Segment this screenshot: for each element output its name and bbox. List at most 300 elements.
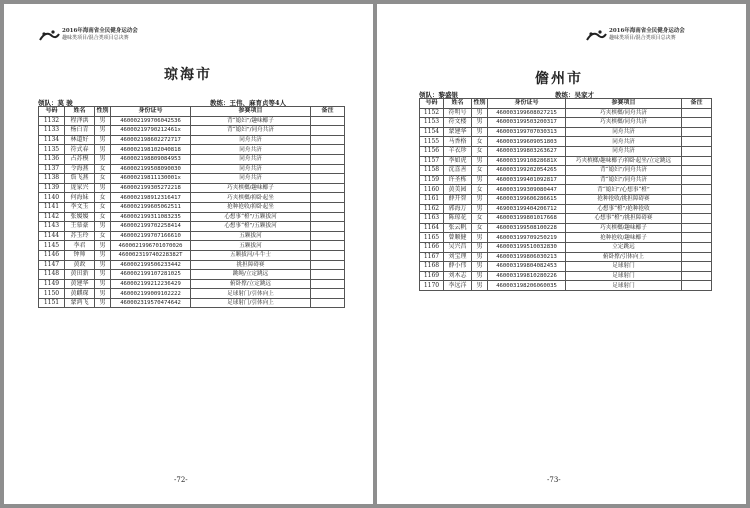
col-header: 号码 (39, 107, 65, 117)
athlete-note (682, 271, 712, 281)
athlete-events: 巧夹槟榔/同舟共济 (566, 118, 682, 128)
athlete-id: 460003199801017668 (488, 214, 566, 224)
athlete-note (682, 214, 712, 224)
table-row (420, 118, 712, 128)
athlete-gender: 女 (95, 193, 111, 203)
table-row (420, 127, 712, 137)
table-row (39, 289, 345, 299)
table-row (39, 270, 345, 280)
col-header: 身份证号 (488, 99, 566, 109)
athlete-id: 460003199709250219 (488, 233, 566, 243)
athlete-note (682, 252, 712, 262)
athlete-number: 1150 (39, 289, 65, 299)
athlete-id: 460003199609051803 (488, 137, 566, 147)
athlete-gender: 男 (472, 194, 488, 204)
col-header: 备注 (682, 99, 712, 109)
athlete-note (311, 183, 345, 193)
athlete-number: 1162 (420, 204, 444, 214)
table-row (39, 279, 345, 289)
table-row (39, 202, 345, 212)
athlete-id: 460002199506233442 (111, 260, 191, 270)
athlete-note (682, 146, 712, 156)
athlete-name: 杨白青 (65, 126, 95, 136)
athlete-name: 程泽洪 (65, 116, 95, 126)
table-row (39, 174, 345, 184)
athlete-number: 1151 (39, 298, 65, 308)
athlete-id: 460002198602272717 (111, 135, 191, 145)
athlete-number: 1153 (420, 118, 444, 128)
athlete-gender: 女 (472, 137, 488, 147)
athlete-name: 符文楼 (444, 118, 472, 128)
athlete-id: 460002199508090030 (111, 164, 191, 174)
page-number: -73- (547, 476, 561, 484)
athlete-events: 跳绳/立定跳远 (191, 270, 311, 280)
athlete-events: 足球射门/引体向上 (191, 289, 311, 299)
athlete-id: 460003198206060035 (488, 281, 566, 291)
athlete-name: 吴兴昌 (444, 242, 472, 252)
athlete-events: 同舟共济 (191, 174, 311, 184)
athlete-name: 羊衣珍 (444, 146, 472, 156)
athlete-events: 挑担障碍赛 (191, 260, 311, 270)
roster-table (419, 98, 712, 291)
athlete-name: 马香格 (444, 137, 472, 147)
athlete-id: 460003199508100228 (488, 223, 566, 233)
athlete-gender: 女 (95, 212, 111, 222)
col-header: 身份证号 (111, 107, 191, 117)
athlete-gender: 男 (95, 241, 111, 251)
athlete-gender: 男 (95, 126, 111, 136)
athlete-events: 同舟共济 (566, 137, 682, 147)
athlete-number: 1137 (39, 164, 65, 174)
table-row (39, 222, 345, 232)
athlete-name: 蒙鸿飞 (65, 298, 95, 308)
athlete-number: 1138 (39, 174, 65, 184)
athlete-gender: 男 (95, 154, 111, 164)
athlete-name: 詹飞燕 (65, 174, 95, 184)
athlete-note (311, 231, 345, 241)
athlete-id: 46000219790212461x (111, 126, 191, 136)
athlete-note (682, 156, 712, 166)
table-row (39, 212, 345, 222)
athlete-gender: 男 (95, 145, 111, 155)
coach-names: 吴家才 (574, 91, 594, 99)
athlete-events: 俯卧撑/引体向上 (566, 252, 682, 262)
table-row (39, 164, 345, 174)
athlete-number: 1168 (420, 262, 444, 272)
athlete-gender: 女 (472, 223, 488, 233)
athlete-events: 心想事“橙”/挑担障碍赛 (566, 214, 682, 224)
athlete-note (311, 164, 345, 174)
athlete-name: 王慕豪 (65, 222, 95, 232)
col-header: 姓名 (444, 99, 472, 109)
athlete-name: 张云帆 (444, 223, 472, 233)
table-row (420, 204, 712, 214)
athlete-events: 同舟共济 (191, 145, 311, 155)
athlete-note (311, 126, 345, 136)
athlete-note (682, 194, 712, 204)
header-subtitle: 趣味类项目/混合类项目总决赛 (609, 35, 676, 41)
athlete-events: 巧夹槟榔/趣味椰子 (191, 183, 311, 193)
header-title: 2016年海南省全民健身运动会 (609, 28, 685, 34)
athlete-note (682, 281, 712, 291)
athlete-number: 1155 (420, 137, 444, 147)
athlete-name: 郭海万 (444, 204, 472, 214)
table-row (39, 298, 345, 308)
athlete-id: 460002319570474642 (111, 298, 191, 308)
athlete-id: 460003199608027215 (488, 108, 566, 118)
games-logo-icon (585, 28, 607, 44)
athlete-note (311, 260, 345, 270)
table-row (39, 241, 345, 251)
table-row (420, 194, 712, 204)
athlete-name: 黄麒琛 (65, 289, 95, 299)
athlete-gender: 男 (95, 222, 111, 232)
athlete-id: 460003199510032830 (488, 242, 566, 252)
athlete-id: 460002199706042536 (111, 116, 191, 126)
athlete-name: 李远洋 (444, 281, 472, 291)
athlete-gender: 男 (95, 250, 111, 260)
athlete-gender: 女 (95, 231, 111, 241)
athlete-events: 抢种抢收/趣味椰子 (566, 233, 682, 243)
athlete-number: 1136 (39, 154, 65, 164)
athlete-name: 何海妹 (65, 193, 95, 203)
athlete-events: 抢种抢收/抑卧起坐 (191, 202, 311, 212)
athlete-note (682, 223, 712, 233)
athlete-number: 1152 (420, 108, 444, 118)
athlete-note (311, 250, 345, 260)
athlete-events: 同舟共济 (566, 146, 682, 156)
table-row (39, 145, 345, 155)
athlete-name: 曾顺健 (444, 233, 472, 243)
table-row (420, 156, 712, 166)
athlete-events: 心想事“橙”/抢种抢收 (566, 204, 682, 214)
athlete-number: 1165 (420, 233, 444, 243)
athlete-number: 1167 (420, 252, 444, 262)
athlete-id: 460002199605062511 (111, 202, 191, 212)
athlete-events: 背“媳妇”/同舟共济 (566, 166, 682, 176)
athlete-number: 1160 (420, 185, 444, 195)
athlete-number: 1156 (420, 146, 444, 156)
athlete-name: 黄政 (65, 260, 95, 270)
col-header: 参赛项目 (566, 99, 682, 109)
header-subtitle: 趣味类项目/混合类项目总决赛 (62, 35, 129, 41)
athlete-name: 黄田新 (65, 270, 95, 280)
header-title: 2016年海南省全民健身运动会 (62, 28, 138, 34)
games-logo-icon (38, 28, 60, 44)
athlete-note (682, 185, 712, 195)
city-title: 儋州市 (535, 71, 583, 87)
table-row (420, 223, 712, 233)
athlete-events: 五颗拔河 (191, 241, 311, 251)
athlete-events: 同舟共济 (191, 164, 311, 174)
athlete-events: 巧夹槟榔/趣味椰子 (566, 223, 682, 233)
athlete-note (682, 118, 712, 128)
athlete-id: 460002199311083235 (111, 212, 191, 222)
athlete-events: 抢种抢收/挑担障碍赛 (566, 194, 682, 204)
athlete-note (311, 279, 345, 289)
table-row (39, 154, 345, 164)
coach-label: 教练： (555, 91, 575, 99)
table-row (39, 116, 345, 126)
athlete-id: 460003199401092817 (488, 175, 566, 185)
athlete-name: 薛小伟 (444, 262, 472, 272)
left-page (4, 4, 373, 504)
table-row (420, 242, 712, 252)
right-page (377, 4, 746, 504)
leader-name: 莫 骏 (57, 99, 73, 107)
athlete-id: 460003199810280226 (488, 271, 566, 281)
table-header-row (420, 99, 712, 109)
table-row (39, 183, 345, 193)
athlete-number: 1159 (420, 175, 444, 185)
athlete-id: 460002199670107002б (111, 241, 191, 251)
athlete-gender: 女 (95, 174, 111, 184)
table-header-row (39, 107, 345, 117)
col-header: 姓名 (65, 107, 95, 117)
athlete-note (682, 127, 712, 137)
athlete-number: 1143 (39, 222, 65, 232)
roster-table (38, 106, 345, 308)
table-row (420, 108, 712, 118)
col-header: 性别 (96, 107, 109, 115)
athlete-note (311, 298, 345, 308)
athlete-gender: 男 (472, 252, 488, 262)
athlete-number: 1154 (420, 127, 444, 137)
table-row (420, 252, 712, 262)
athlete-gender: 男 (472, 242, 488, 252)
table-row (420, 166, 712, 176)
athlete-number: 1149 (39, 279, 65, 289)
coach-label: 教练： (210, 99, 230, 107)
athlete-gender: 男 (95, 183, 111, 193)
athlete-number: 1169 (420, 271, 444, 281)
athlete-name: 蒙建华 (444, 127, 472, 137)
athlete-note (311, 174, 345, 184)
table-row (39, 135, 345, 145)
athlete-id: 460002319740228382Т (111, 250, 191, 260)
table-row (420, 233, 712, 243)
athlete-id: 460002199107281025 (111, 270, 191, 280)
athlete-events: 立定跳远 (566, 242, 682, 252)
athlete-gender: 女 (472, 214, 488, 224)
athlete-events: 同舟共济 (191, 135, 311, 145)
athlete-id: 460002199212236429 (111, 279, 191, 289)
athlete-number: 1135 (39, 145, 65, 155)
athlete-gender: 男 (95, 298, 111, 308)
table-row (420, 214, 712, 224)
athlete-number: 1164 (420, 223, 444, 233)
athlete-name: 钟帅 (65, 250, 95, 260)
athlete-events: 同舟共济 (191, 154, 311, 164)
athlete-gender: 男 (95, 135, 111, 145)
athlete-id: 460003199309080447 (488, 185, 566, 195)
athlete-name: 李君 (65, 241, 95, 251)
athlete-gender: 男 (472, 118, 488, 128)
athlete-note (311, 116, 345, 126)
athlete-number: 1163 (420, 214, 444, 224)
athlete-name: 占苏模 (65, 154, 95, 164)
page-number: -72- (174, 476, 188, 484)
athlete-id: 460003199503200317 (488, 118, 566, 128)
table-row (420, 137, 712, 147)
athlete-events: 心想事“橙”/五颗拔河 (191, 222, 311, 232)
athlete-number: 1134 (39, 135, 65, 145)
athlete-gender: 女 (472, 166, 488, 176)
athlete-gender: 女 (472, 146, 488, 156)
athlete-id: 460003199202054265 (488, 166, 566, 176)
athlete-number: 1147 (39, 260, 65, 270)
athlete-id: 46000219811130001x (111, 174, 191, 184)
col-header: 备注 (311, 107, 345, 117)
athlete-id: 46000319910828681X (488, 156, 566, 166)
table-row (39, 126, 345, 136)
athlete-gender: 男 (472, 233, 488, 243)
table-row (420, 281, 712, 291)
table-row (420, 175, 712, 185)
table-row (420, 271, 712, 281)
athlete-number: 1139 (39, 183, 65, 193)
table-row (39, 250, 345, 260)
athlete-id: 460002198102040818 (111, 145, 191, 155)
city-title: 琼海市 (164, 67, 212, 83)
athlete-events: 背“媳妇”/趣味椰子 (191, 116, 311, 126)
athlete-id: 469003199404206712 (488, 204, 566, 214)
athlete-note (682, 233, 712, 243)
athlete-number: 1140 (39, 193, 65, 203)
athlete-gender: 男 (472, 156, 488, 166)
athlete-note (311, 289, 345, 299)
athlete-note (682, 166, 712, 176)
athlete-number: 1133 (39, 126, 65, 136)
athlete-name: 庞家兴 (65, 183, 95, 193)
athlete-gender: 男 (95, 116, 111, 126)
athlete-note (311, 154, 345, 164)
athlete-id: 460003199804082453 (488, 262, 566, 272)
athlete-id: 460002198809084953 (111, 154, 191, 164)
athlete-number: 1141 (39, 202, 65, 212)
athlete-gender: 男 (472, 281, 488, 291)
athlete-note (682, 108, 712, 118)
table-row (420, 262, 712, 272)
athlete-events: 背“媳妇”/同舟共济 (566, 175, 682, 185)
table-row (39, 231, 345, 241)
athlete-note (682, 242, 712, 252)
table-row (420, 185, 712, 195)
athlete-gender: 男 (472, 204, 488, 214)
athlete-note (682, 137, 712, 147)
athlete-name: 许圣栋 (444, 175, 472, 185)
athlete-number: 1146 (39, 250, 65, 260)
athlete-events: 心想事“橙”/五颗拔河 (191, 212, 311, 222)
athlete-events: 足球射门 (566, 281, 682, 291)
athlete-name: 符式春 (65, 145, 95, 155)
athlete-note (311, 145, 345, 155)
athlete-gender: 男 (472, 271, 488, 281)
athlete-gender: 男 (472, 262, 488, 272)
athlete-number: 1157 (420, 156, 444, 166)
athlete-events: 五颗拔河/斗牛士 (191, 250, 311, 260)
athlete-id: 460002199702258414 (111, 222, 191, 232)
leader-label: 领队： (419, 91, 439, 99)
athlete-id: 460002198912316417 (111, 193, 191, 203)
athlete-number: 1161 (420, 194, 444, 204)
athlete-name: 符明号 (444, 108, 472, 118)
athlete-events: 同舟共济 (566, 127, 682, 137)
athlete-name: 黄建华 (65, 279, 95, 289)
athlete-events: 巧夹槟榔/抑卧起坐 (191, 193, 311, 203)
athlete-number: 1142 (39, 212, 65, 222)
athlete-name: 刘木志 (444, 271, 472, 281)
athlete-note (311, 222, 345, 232)
athlete-number: 1158 (420, 166, 444, 176)
athlete-note (311, 270, 345, 280)
athlete-name: 令海燕 (65, 164, 95, 174)
athlete-events: 背“媳妇”/同舟共济 (191, 126, 311, 136)
athlete-note (311, 212, 345, 222)
athlete-id: 460002199009102222 (111, 289, 191, 299)
athlete-id: 460003199803263627 (488, 146, 566, 156)
athlete-note (311, 193, 345, 203)
athlete-name: 苏玉玲 (65, 231, 95, 241)
table-row (39, 260, 345, 270)
athlete-events: 背“媳妇”/心想事“橙” (566, 185, 682, 195)
page-header (62, 28, 138, 42)
athlete-name: 黄美园 (444, 185, 472, 195)
athlete-gender: 男 (95, 279, 111, 289)
athlete-name: 张媛媛 (65, 212, 95, 222)
athlete-id: 460002199305272218 (111, 183, 191, 193)
col-header: 参赛项目 (191, 107, 311, 117)
athlete-gender: 男 (472, 175, 488, 185)
athlete-events: 足球射门 (566, 271, 682, 281)
athlete-number: 1166 (420, 242, 444, 252)
athlete-events: 足球射门 (566, 262, 682, 272)
athlete-number: 1145 (39, 241, 65, 251)
athlete-number: 1170 (420, 281, 444, 291)
athlete-name: 沈喜善 (444, 166, 472, 176)
athlete-id: 460003199707030313 (488, 127, 566, 137)
athlete-number: 1148 (39, 270, 65, 280)
athlete-note (311, 135, 345, 145)
athlete-events: 巧夹槟榔/趣味椰子/抑卧起坐/立定跳远 (566, 156, 682, 166)
athlete-gender: 男 (95, 260, 111, 270)
athlete-gender: 女 (95, 164, 111, 174)
athlete-number: 1144 (39, 231, 65, 241)
athlete-gender: 男 (472, 127, 488, 137)
athlete-name: 李如虎 (444, 156, 472, 166)
athlete-name: 陈琼花 (444, 214, 472, 224)
athlete-id: 460003199806030213 (488, 252, 566, 262)
athlete-note (682, 262, 712, 272)
athlete-events: 俯卧撑/立定跳远 (191, 279, 311, 289)
col-header: 号码 (420, 99, 444, 109)
coach-names: 王伟、麻育贞等4人 (229, 99, 287, 107)
col-header: 性别 (473, 99, 486, 107)
athlete-name: 刘宝理 (444, 252, 472, 262)
athlete-id: 460002199707166610 (111, 231, 191, 241)
leader-label: 领队： (38, 99, 58, 107)
athlete-gender: 男 (472, 108, 488, 118)
athlete-events: 足球射门/引体向上 (191, 298, 311, 308)
athlete-gender: 男 (95, 289, 111, 299)
athlete-name: 李文玉 (65, 202, 95, 212)
athlete-name: 林道好 (65, 135, 95, 145)
athlete-note (682, 204, 712, 214)
athlete-note (311, 202, 345, 212)
athlete-events: 五颗拔河 (191, 231, 311, 241)
page-header (609, 28, 685, 42)
table-row (39, 193, 345, 203)
